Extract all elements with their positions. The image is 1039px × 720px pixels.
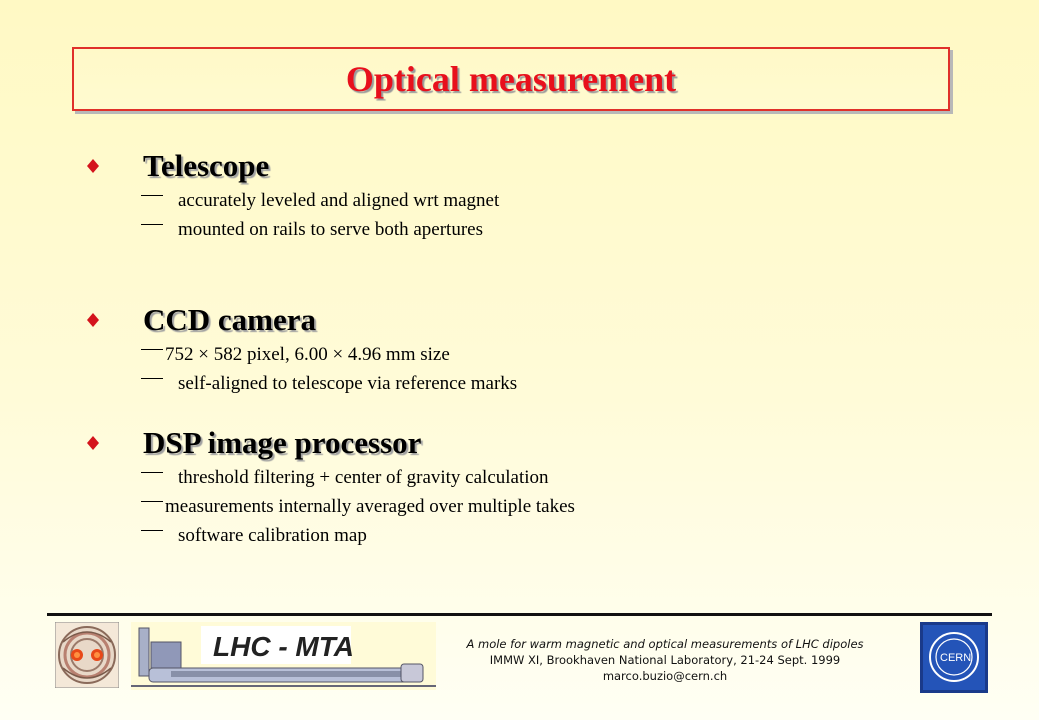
- lhc-mta-logo: [131, 622, 436, 690]
- section-telescope: [87, 146, 499, 244]
- list-item: self-aligned to telescope via reference marks: [141, 369, 517, 398]
- diamond-bullet-icon: [87, 159, 99, 173]
- section-heading: CCD camera: [143, 302, 317, 337]
- list-item: measurements internally averaged over multiple takes: [141, 492, 575, 521]
- list-item: accurately leveled and aligned wrt magnet: [141, 186, 499, 215]
- section-dsp-processor: [87, 423, 575, 550]
- section-heading: Telescope: [143, 148, 270, 183]
- list-item: mounted on rails to serve both apertures: [141, 215, 499, 244]
- footer-line-1: A mole for warm magnetic and optical measurements of LHC dipoles: [466, 637, 864, 651]
- slide-title: Optical measurement: [345, 59, 677, 99]
- svg-text:LHC - MTA: LHC - MTA: [213, 631, 354, 662]
- svg-text:CERN: CERN: [940, 652, 972, 664]
- cern-logo: [920, 622, 988, 693]
- diamond-bullet-icon: [87, 313, 99, 327]
- footer-divider: [47, 613, 992, 616]
- footer-text: [430, 636, 900, 684]
- magnet-cross-section-logo: [55, 622, 119, 688]
- list-item: threshold filtering + center of gravity calculation: [141, 463, 575, 492]
- list-item: software calibration map: [141, 521, 575, 550]
- section-heading: DSP image processor: [143, 425, 422, 460]
- title-box: [72, 47, 950, 111]
- footer-line-3: marco.buzio@cern.ch: [602, 669, 728, 683]
- list-item: 752 × 582 pixel, 6.00 × 4.96 mm size: [141, 340, 517, 369]
- footer-line-2: IMMW XI, Brookhaven National Laboratory, 21-24 Sept. 1999: [489, 653, 841, 667]
- section-ccd-camera: [87, 300, 517, 398]
- diamond-bullet-icon: [87, 436, 99, 450]
